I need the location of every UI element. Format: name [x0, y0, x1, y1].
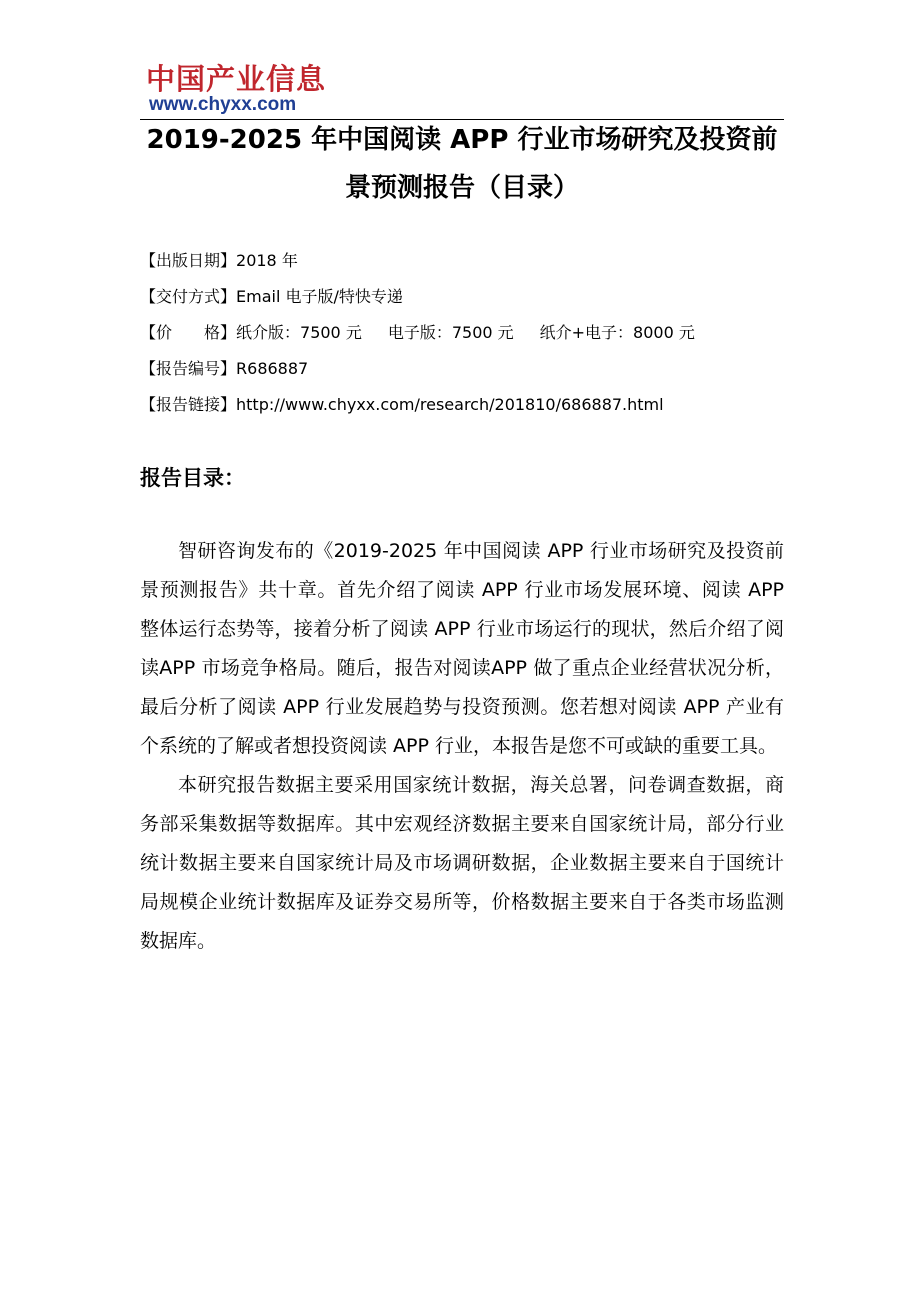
report-meta	[140, 243, 800, 423]
report-body	[140, 532, 784, 961]
meta-publish-date	[140, 243, 800, 279]
body-paragraph-2: 本研究报告数据主要采用国家统计数据，海关总署，问卷调查数据，商务部采集数据等数据库。其中宏观经济数据主要来自国家统计局，部分行业统计数据主要来自国家统计局及市场调研数据，企业数据主要来自于国统计局规模企业统计数据库及证券交易所等，价格数据主要来自于各类市场监测数据库。	[140, 774, 784, 952]
report-title-line-2: 景预测报告（目录）	[344, 173, 579, 203]
section-heading-toc: 报告目录：	[140, 466, 245, 490]
meta-report-link-label: 【报告链接】	[140, 395, 237, 414]
meta-report-code-label: 【报告编号】	[140, 359, 237, 378]
meta-report-code	[140, 351, 800, 387]
meta-delivery-label: 【交付方式】	[140, 287, 237, 306]
meta-publish-date-label: 【出版日期】	[140, 251, 237, 270]
meta-delivery-value: Email 电子版/特快专递	[236, 287, 403, 306]
meta-price-combined: 纸介+电子：8000 元	[539, 323, 695, 342]
meta-price-paper: 纸介版：7500 元	[236, 323, 362, 342]
meta-report-link-value[interactable]: http://www.chyxx.com/research/201810/686887.html	[236, 395, 664, 414]
meta-report-code-value: R686887	[236, 359, 309, 378]
meta-price-digital: 电子版：7500 元	[387, 323, 514, 342]
logo-chinese-name: 中国产业信息	[146, 62, 327, 96]
meta-price	[140, 315, 800, 351]
logo-website-url: www.chyxx.com	[149, 94, 297, 115]
meta-delivery	[140, 279, 800, 315]
report-title	[140, 116, 784, 212]
page-header	[140, 52, 780, 120]
report-title-line-1: 2019-2025 年中国阅读 APP 行业市场研究及投资前	[146, 125, 778, 155]
meta-report-link	[140, 387, 800, 423]
meta-price-label: 【价 格】	[140, 323, 237, 342]
body-paragraph-1: 智研咨询发布的《2019-2025 年中国阅读 APP 行业市场研究及投资前景预测报告》共十章。首先介绍了阅读 APP 行业市场发展环境、阅读 APP 整体运行态势等，接着分析了阅读 APP 行业市场运行的现状，然后介绍了阅读APP 市场竞争格局。随后，报告对阅读APP 做了重点企业经营状况分析，最后分析了阅读 APP 行业发展趋势与投资预测。您若想对阅读 APP 产业有个系统的了解或者想投资阅读 APP 行业，本报告是您不可或缺的重要工具。	[140, 540, 784, 757]
meta-publish-date-value: 2018 年	[236, 251, 298, 270]
